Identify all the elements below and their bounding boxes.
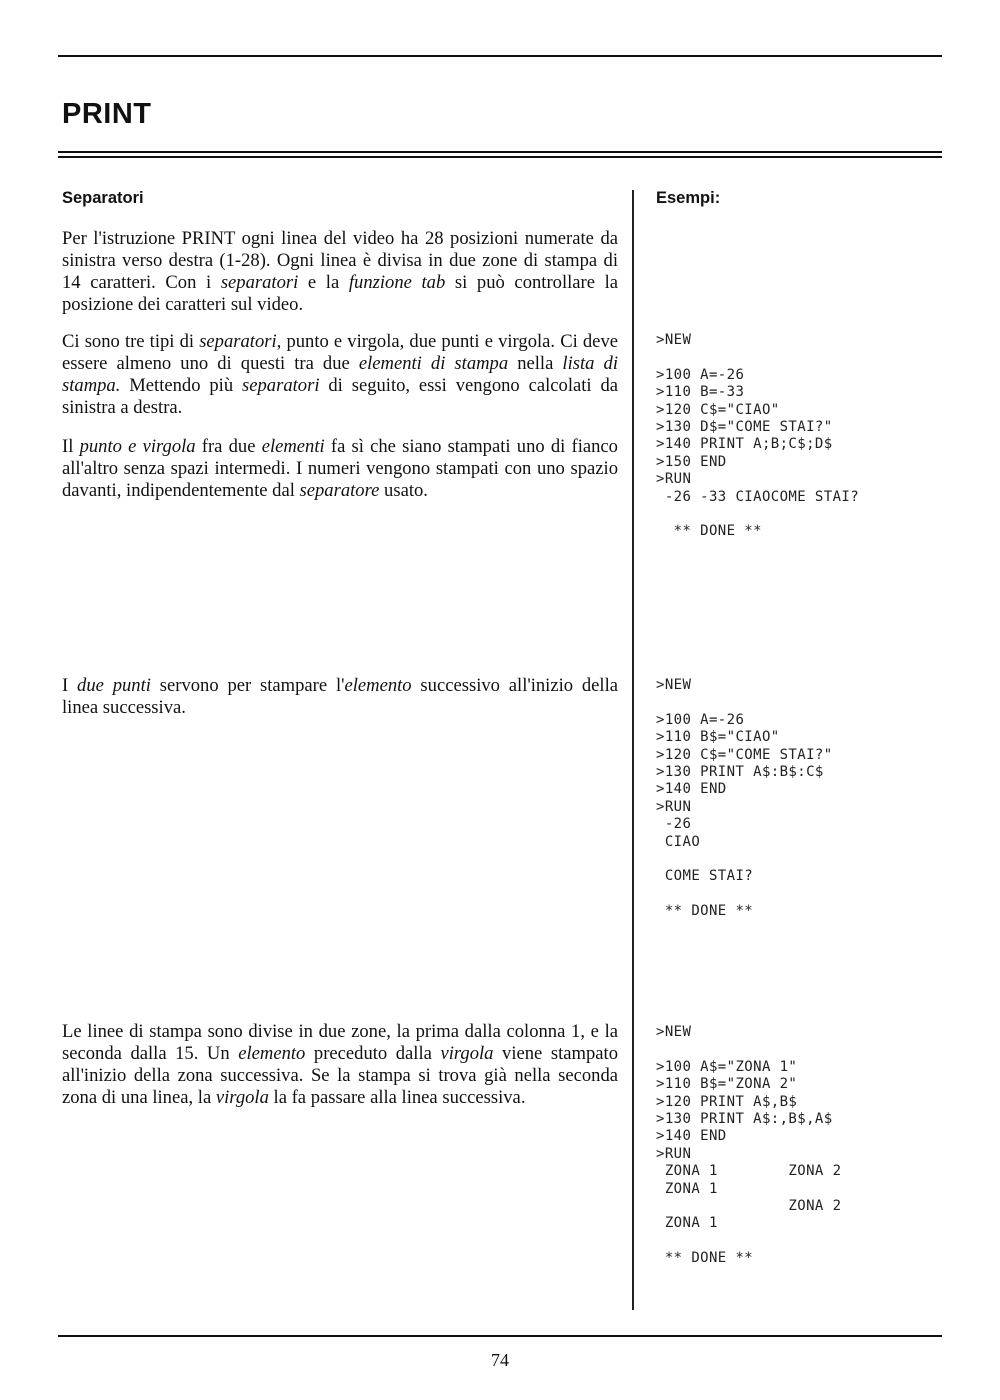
italic-term: elemento	[238, 1043, 306, 1064]
italic-term: separatori	[242, 375, 320, 396]
text-run: Le linee di stampa sono divise in due zone, la prima dalla colonna 1, e la seconda dalla 15. Un	[62, 1021, 618, 1064]
text-run: viene stampato all'inizio della zona successiva. Se la stampa si trova già nella seconda zona di una linea, la	[62, 1043, 618, 1108]
text-run: fra due	[195, 436, 262, 457]
text-run: Ci sono tre tipi di	[62, 331, 200, 352]
text-run: I	[62, 675, 78, 696]
page-title: PRINT	[62, 98, 152, 130]
paragraph-separator-types	[62, 331, 618, 419]
code-example-comma: >NEW >100 A$="ZONA 1" >110 B$="ZONA 2" >120 PRINT A$,B$ >130 PRINT A$:,B$,A$ >140 END >RUN ZONA 1 ZONA 2 ZONA 1 ZONA 2 ZONA 1 ** DONE **	[656, 1024, 842, 1267]
italic-term: elementi	[261, 436, 325, 457]
text-run: si può controllare la posizione dei caratteri sul video.	[62, 272, 619, 315]
text-run: di seguito, essi vengono calcolati da sinistra a destra.	[62, 375, 618, 418]
paragraph-intro	[62, 228, 618, 316]
italic-term: separatori	[220, 272, 299, 293]
top-rule	[58, 55, 942, 57]
section-heading-separatori: Separatori	[62, 189, 144, 207]
text-run: , punto e virgola, due punti e virgola. Ci deve essere almeno uno di questi tra due	[62, 331, 618, 374]
italic-term: lista di stampa.	[62, 353, 618, 396]
italic-term: punto e virgola	[79, 436, 196, 457]
code-example-semicolon: >NEW >100 A=-26 >110 B=-33 >120 C$="CIAO" >130 D$="COME STAI?" >140 PRINT A;B;C$;D$ >150 END >RUN -26 -33 CIAOCOME STAI? ** DONE **	[656, 332, 860, 540]
text-run: Il	[62, 436, 80, 457]
italic-term: separatori	[199, 331, 277, 352]
bottom-rule	[58, 1335, 942, 1337]
text-run: Per l'istruzione PRINT ogni linea del video ha 28 posizioni numerate da sinistra verso destra (1-28). Ogni linea è divisa in due zone di stampa di 14 caratteri. Con i	[62, 228, 618, 293]
paragraph-comma	[62, 1021, 618, 1109]
italic-term: separatore	[299, 480, 380, 501]
italic-term: virgola	[215, 1087, 269, 1108]
text-run: nella	[508, 353, 563, 374]
title-double-rule-bottom	[58, 156, 942, 158]
italic-term: due punti	[77, 675, 151, 696]
text-run: usato.	[379, 480, 428, 501]
paragraph-colon	[62, 675, 618, 719]
text-run: la fa passare alla linea successiva.	[268, 1087, 526, 1108]
text-run: e la	[298, 272, 349, 293]
italic-term: funzione tab	[348, 272, 446, 293]
code-example-colon: >NEW >100 A=-26 >110 B$="CIAO" >120 C$="COME STAI?" >130 PRINT A$:B$:C$ >140 END >RUN -26 CIAO COME STAI? ** DONE **	[656, 677, 833, 920]
italic-term: elementi di stampa	[358, 353, 509, 374]
page-number: 74	[491, 1350, 509, 1370]
paragraph-semicolon	[62, 436, 618, 502]
column-divider	[632, 190, 634, 1310]
text-run: preceduto dalla	[305, 1043, 441, 1064]
text-run: servono per stampare l'	[150, 675, 345, 696]
italic-term: elemento	[344, 675, 412, 696]
examples-heading: Esempi:	[656, 189, 721, 207]
text-run: fa sì che siano stampati uno di fianco all'altro senza spazi intermedi. I numeri vengono stampati con uno spazio davanti, indipendentemente dal	[62, 436, 618, 501]
text-run: Mettendo più	[120, 375, 243, 396]
text-run: successivo all'inizio della linea successiva.	[62, 675, 619, 718]
title-double-rule-top	[58, 151, 942, 153]
italic-term: virgola	[440, 1043, 494, 1064]
